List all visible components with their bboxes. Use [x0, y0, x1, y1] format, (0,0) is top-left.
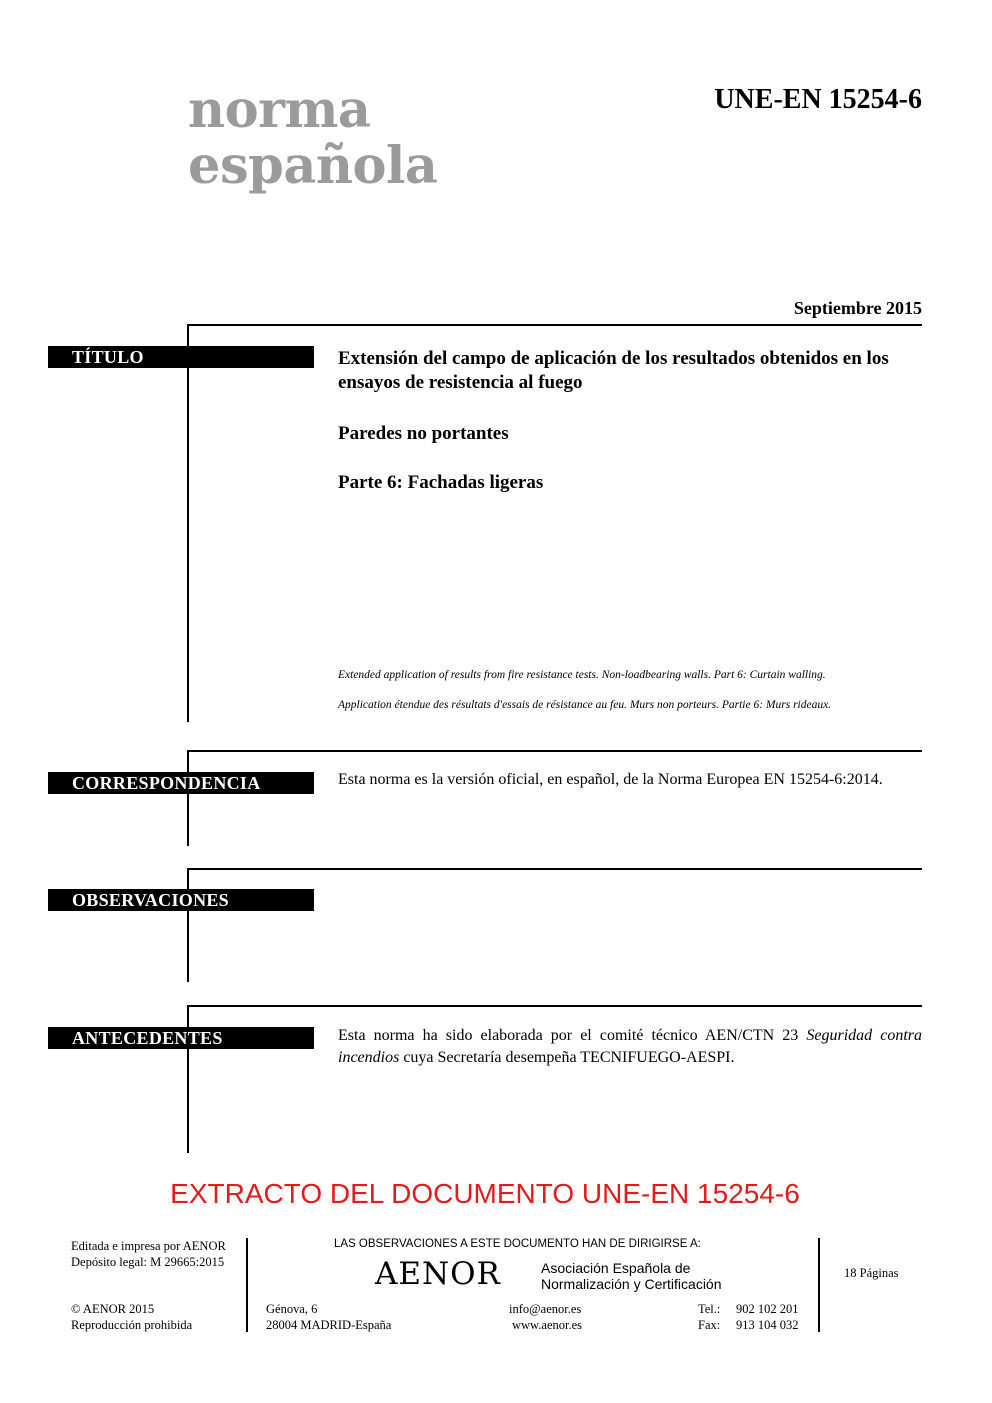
observations-notice: LAS OBSERVACIONES A ESTE DOCUMENTO HAN DE DIRIGIRSE A:	[334, 1238, 701, 1250]
aenor-logo: AENOR	[375, 1256, 501, 1292]
legal-deposit: Depósito legal: M 29665:2015	[71, 1255, 225, 1269]
phone-row	[698, 1301, 799, 1317]
section-divider	[188, 1005, 922, 1007]
title-english: Extended application of results from fire resistance tests. Non-loadbearing walls. Part 6: Curtain walling.	[338, 669, 826, 681]
aenor-org-name	[541, 1260, 722, 1292]
section-vertical-rule	[187, 750, 189, 846]
title-main: Extensión del campo de aplicación de los resultados obtenidos en los ensayos de resistencia al fuego	[338, 348, 889, 393]
page-count: 18 Páginas	[844, 1266, 899, 1280]
web-link[interactable]: www.aenor.es	[512, 1318, 583, 1332]
brand-line-1: norma	[188, 80, 371, 140]
section-vertical-rule	[187, 324, 189, 722]
footer-copyright	[71, 1301, 192, 1333]
title-part: Parte 6: Fachadas ligeras	[338, 472, 544, 493]
label-correspondencia: CORRESPONDENCIA	[48, 772, 314, 794]
brand-line-2: española	[188, 136, 438, 196]
email-link[interactable]: info@aenor.es	[509, 1302, 582, 1316]
address-city: 28004 MADRID-España	[266, 1318, 392, 1332]
address-street: Génova, 6	[266, 1302, 318, 1316]
footer-separator	[246, 1238, 248, 1332]
tel-label: Tel.:	[698, 1302, 721, 1316]
publication-date: Septiembre 2015	[793, 298, 922, 318]
tel-number: 902 102 201	[736, 1302, 799, 1316]
title-subtitle: Paredes no portantes	[338, 423, 509, 444]
section-divider	[188, 750, 922, 752]
org-line-1: Asociación Española de	[541, 1260, 691, 1276]
standard-code: UNE-EN 15254-6	[714, 84, 922, 115]
antecedentes-text: Esta norma ha sido elaborada por el comité técnico AEN/CTN 23 Seguridad contra incendios cuya Secretaría desempeña TECNIFUEGO-AESPI.	[338, 1027, 923, 1066]
footer-phones	[698, 1301, 799, 1333]
footer-address	[266, 1301, 391, 1333]
brand-title	[188, 82, 437, 194]
reproduction-notice: Reproducción prohibida	[71, 1318, 193, 1332]
fax-row	[698, 1317, 799, 1333]
edited-by: Editada e impresa por AENOR	[71, 1239, 226, 1253]
title-french: Application étendue des résultats d'essais de résistance au feu. Murs non porteurs. Partie 6: Murs rideaux.	[338, 699, 832, 711]
label-observaciones: OBSERVACIONES	[48, 889, 314, 911]
fax-number: 913 104 032	[736, 1318, 799, 1332]
copyright: © AENOR 2015	[71, 1302, 155, 1316]
footer-edition	[71, 1238, 226, 1270]
section-divider	[188, 868, 922, 870]
footer-separator	[818, 1238, 820, 1332]
section-divider	[188, 324, 922, 326]
org-line-2: Normalización y Certificación	[541, 1276, 722, 1292]
fax-label: Fax:	[698, 1318, 721, 1332]
footer-contact	[509, 1301, 582, 1333]
label-antecedentes: ANTECEDENTES	[48, 1027, 314, 1049]
label-titulo: TÍTULO	[48, 346, 314, 368]
correspondencia-text: Esta norma es la versión oficial, en español, de la Norma Europea EN 15254-6:2014.	[338, 771, 883, 788]
section-vertical-rule	[187, 868, 189, 982]
extract-notice: EXTRACTO DEL DOCUMENTO UNE-EN 15254-6	[170, 1178, 800, 1209]
